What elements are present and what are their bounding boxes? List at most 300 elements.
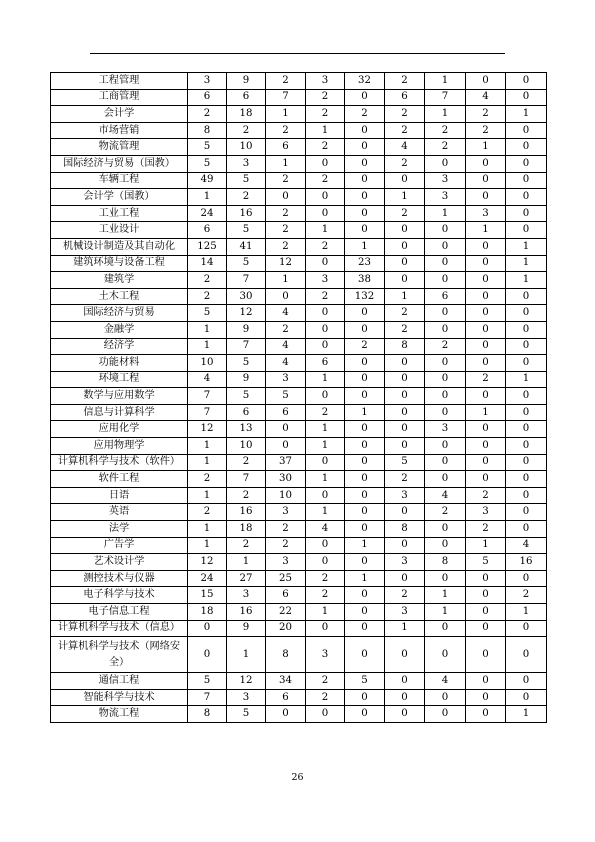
- value-cell: 1: [506, 706, 547, 723]
- value-cell: 10: [227, 139, 266, 156]
- value-cell: 2: [227, 487, 266, 504]
- table-row: [51, 73, 547, 90]
- value-cell: 1: [466, 537, 506, 554]
- major-name-cell: 工业工程: [51, 205, 188, 222]
- table-row: [51, 620, 547, 637]
- value-cell: 0: [306, 305, 345, 322]
- value-cell: 0: [425, 255, 466, 272]
- major-name-cell: 机械设计制造及其自动化: [51, 238, 188, 255]
- value-cell: 2: [188, 471, 227, 488]
- value-cell: 0: [385, 706, 425, 723]
- value-cell: 0: [385, 371, 425, 388]
- value-cell: 0: [466, 604, 506, 621]
- value-cell: 2: [306, 238, 345, 255]
- value-cell: 2: [188, 504, 227, 521]
- table-row: [51, 255, 547, 272]
- value-cell: 12: [227, 305, 266, 322]
- value-cell: 1: [466, 222, 506, 239]
- value-cell: 0: [345, 604, 385, 621]
- value-cell: 2: [266, 521, 306, 538]
- table-row: [51, 504, 547, 521]
- value-cell: 2: [306, 89, 345, 106]
- value-cell: 1: [385, 288, 425, 305]
- value-cell: 1: [306, 421, 345, 438]
- value-cell: 2: [266, 73, 306, 90]
- value-cell: 2: [227, 454, 266, 471]
- value-cell: 0: [466, 706, 506, 723]
- value-cell: 0: [506, 189, 547, 206]
- value-cell: 6: [266, 689, 306, 706]
- major-name-cell: 英语: [51, 504, 188, 521]
- value-cell: 3: [227, 155, 266, 172]
- table-body: [51, 73, 547, 723]
- table-row: [51, 454, 547, 471]
- value-cell: 3: [425, 421, 466, 438]
- value-cell: 2: [466, 371, 506, 388]
- value-cell: 0: [466, 338, 506, 355]
- value-cell: 1: [188, 338, 227, 355]
- value-cell: 1: [266, 272, 306, 289]
- value-cell: 3: [425, 172, 466, 189]
- value-cell: 2: [306, 689, 345, 706]
- major-name-cell: 智能科学与技术: [51, 689, 188, 706]
- value-cell: 0: [306, 189, 345, 206]
- value-cell: 0: [466, 673, 506, 690]
- value-cell: 1: [227, 554, 266, 571]
- value-cell: 2: [466, 487, 506, 504]
- value-cell: 0: [345, 504, 385, 521]
- value-cell: 0: [385, 172, 425, 189]
- major-name-cell: 通信工程: [51, 673, 188, 690]
- value-cell: 5: [227, 222, 266, 239]
- value-cell: 1: [266, 106, 306, 123]
- value-cell: 0: [466, 587, 506, 604]
- value-cell: 0: [466, 172, 506, 189]
- value-cell: 10: [227, 438, 266, 455]
- value-cell: 8: [188, 122, 227, 139]
- table-row: [51, 421, 547, 438]
- value-cell: 1: [345, 570, 385, 587]
- table-row: [51, 272, 547, 289]
- value-cell: 0: [425, 238, 466, 255]
- value-cell: 0: [425, 521, 466, 538]
- value-cell: 12: [227, 673, 266, 690]
- value-cell: 34: [266, 673, 306, 690]
- value-cell: 18: [227, 521, 266, 538]
- table-row: [51, 604, 547, 621]
- value-cell: 2: [385, 305, 425, 322]
- value-cell: 0: [345, 421, 385, 438]
- value-cell: 0: [425, 155, 466, 172]
- value-cell: 3: [306, 272, 345, 289]
- value-cell: 5: [266, 388, 306, 405]
- table-row: [51, 338, 547, 355]
- value-cell: 2: [306, 404, 345, 421]
- value-cell: 1: [425, 106, 466, 123]
- table-row: [51, 222, 547, 239]
- value-cell: 0: [345, 139, 385, 156]
- value-cell: 2: [385, 587, 425, 604]
- major-name-cell: 市场营销: [51, 122, 188, 139]
- value-cell: 0: [466, 321, 506, 338]
- value-cell: 2: [266, 205, 306, 222]
- value-cell: 2: [385, 122, 425, 139]
- value-cell: 0: [306, 487, 345, 504]
- value-cell: 2: [466, 106, 506, 123]
- value-cell: 3: [466, 205, 506, 222]
- value-cell: 1: [306, 604, 345, 621]
- major-name-cell: 金融学: [51, 321, 188, 338]
- value-cell: 0: [506, 222, 547, 239]
- value-cell: 0: [466, 155, 506, 172]
- major-name-cell: 功能材料: [51, 355, 188, 372]
- value-cell: 4: [466, 89, 506, 106]
- major-name-cell: 工业设计: [51, 222, 188, 239]
- value-cell: 2: [385, 205, 425, 222]
- value-cell: 0: [345, 689, 385, 706]
- value-cell: 0: [466, 454, 506, 471]
- table-row: [51, 288, 547, 305]
- value-cell: 0: [466, 471, 506, 488]
- major-name-cell: 应用物理学: [51, 438, 188, 455]
- value-cell: 0: [425, 438, 466, 455]
- value-cell: 0: [425, 689, 466, 706]
- value-cell: 0: [506, 155, 547, 172]
- value-cell: 0: [385, 255, 425, 272]
- value-cell: 0: [345, 487, 385, 504]
- value-cell: 0: [306, 706, 345, 723]
- value-cell: 0: [425, 222, 466, 239]
- value-cell: 5: [188, 155, 227, 172]
- value-cell: 6: [306, 355, 345, 372]
- value-cell: 0: [385, 388, 425, 405]
- value-cell: 2: [385, 321, 425, 338]
- value-cell: 2: [188, 288, 227, 305]
- value-cell: 0: [306, 321, 345, 338]
- table-row: [51, 371, 547, 388]
- value-cell: 8: [425, 554, 466, 571]
- value-cell: 1: [506, 255, 547, 272]
- value-cell: 0: [506, 288, 547, 305]
- value-cell: 0: [385, 421, 425, 438]
- value-cell: 0: [506, 122, 547, 139]
- major-name-cell: 电子信息工程: [51, 604, 188, 621]
- value-cell: 2: [425, 504, 466, 521]
- value-cell: 2: [385, 73, 425, 90]
- value-cell: 0: [425, 272, 466, 289]
- major-name-cell: 物流管理: [51, 139, 188, 156]
- value-cell: 4: [306, 521, 345, 538]
- value-cell: 3: [385, 604, 425, 621]
- table-row: [51, 689, 547, 706]
- value-cell: 0: [385, 355, 425, 372]
- major-name-cell: 软件工程: [51, 471, 188, 488]
- value-cell: 38: [345, 272, 385, 289]
- value-cell: 2: [345, 338, 385, 355]
- value-cell: 0: [385, 504, 425, 521]
- value-cell: 8: [385, 521, 425, 538]
- value-cell: 1: [506, 272, 547, 289]
- table-row: [51, 487, 547, 504]
- value-cell: 2: [266, 222, 306, 239]
- value-cell: 132: [345, 288, 385, 305]
- value-cell: 0: [425, 637, 466, 673]
- value-cell: 0: [345, 587, 385, 604]
- table-row: [51, 122, 547, 139]
- value-cell: 1: [227, 637, 266, 673]
- value-cell: 0: [345, 189, 385, 206]
- major-name-cell: 日语: [51, 487, 188, 504]
- major-name-cell: 车辆工程: [51, 172, 188, 189]
- value-cell: 1: [345, 238, 385, 255]
- value-cell: 0: [466, 238, 506, 255]
- value-cell: 2: [425, 338, 466, 355]
- value-cell: 5: [345, 673, 385, 690]
- table-row: [51, 637, 547, 673]
- value-cell: 2: [385, 106, 425, 123]
- value-cell: 1: [466, 404, 506, 421]
- page-number: 26: [291, 772, 304, 783]
- value-cell: 0: [345, 554, 385, 571]
- value-cell: 0: [345, 222, 385, 239]
- value-cell: 0: [345, 471, 385, 488]
- major-name-cell: 国际经济与贸易: [51, 305, 188, 322]
- value-cell: 16: [227, 604, 266, 621]
- value-cell: 2: [306, 587, 345, 604]
- major-name-cell: 建筑学: [51, 272, 188, 289]
- value-cell: 0: [506, 139, 547, 156]
- statistics-table: [50, 72, 547, 723]
- value-cell: 0: [466, 438, 506, 455]
- value-cell: 18: [188, 604, 227, 621]
- major-name-cell: 法学: [51, 521, 188, 538]
- value-cell: 7: [188, 388, 227, 405]
- value-cell: 2: [266, 172, 306, 189]
- value-cell: 0: [385, 238, 425, 255]
- value-cell: 2: [266, 122, 306, 139]
- value-cell: 2: [266, 238, 306, 255]
- table-row: [51, 706, 547, 723]
- value-cell: 2: [506, 587, 547, 604]
- value-cell: 6: [227, 89, 266, 106]
- value-cell: 3: [266, 371, 306, 388]
- value-cell: 0: [506, 388, 547, 405]
- major-name-cell: 国际经济与贸易（国教）: [51, 155, 188, 172]
- table-row: [51, 106, 547, 123]
- table-row: [51, 205, 547, 222]
- value-cell: 0: [506, 487, 547, 504]
- value-cell: 0: [506, 305, 547, 322]
- value-cell: 1: [188, 521, 227, 538]
- major-name-cell: 建筑环境与设备工程: [51, 255, 188, 272]
- value-cell: 12: [188, 554, 227, 571]
- value-cell: 0: [466, 421, 506, 438]
- value-cell: 0: [425, 404, 466, 421]
- value-cell: 0: [425, 305, 466, 322]
- value-cell: 3: [385, 554, 425, 571]
- value-cell: 7: [227, 272, 266, 289]
- value-cell: 0: [506, 404, 547, 421]
- major-name-cell: 工程管理: [51, 73, 188, 90]
- value-cell: 20: [266, 620, 306, 637]
- value-cell: 2: [306, 106, 345, 123]
- value-cell: 13: [227, 421, 266, 438]
- value-cell: 4: [385, 139, 425, 156]
- value-cell: 1: [506, 238, 547, 255]
- value-cell: 10: [188, 355, 227, 372]
- value-cell: 3: [227, 587, 266, 604]
- value-cell: 1: [188, 438, 227, 455]
- table-row: [51, 355, 547, 372]
- value-cell: 1: [306, 471, 345, 488]
- value-cell: 5: [188, 139, 227, 156]
- major-name-cell: 计算机科学与技术（信息）: [51, 620, 188, 637]
- value-cell: 0: [425, 321, 466, 338]
- value-cell: 2: [385, 471, 425, 488]
- value-cell: 0: [345, 155, 385, 172]
- value-cell: 1: [425, 205, 466, 222]
- value-cell: 0: [188, 637, 227, 673]
- value-cell: 1: [306, 504, 345, 521]
- value-cell: 0: [345, 521, 385, 538]
- value-cell: 0: [425, 620, 466, 637]
- value-cell: 0: [506, 471, 547, 488]
- value-cell: 0: [266, 438, 306, 455]
- value-cell: 2: [306, 673, 345, 690]
- value-cell: 2: [306, 288, 345, 305]
- table-row: [51, 537, 547, 554]
- value-cell: 1: [188, 537, 227, 554]
- table-row: [51, 404, 547, 421]
- value-cell: 0: [345, 172, 385, 189]
- value-cell: 5: [227, 388, 266, 405]
- major-name-cell: 信息与计算科学: [51, 404, 188, 421]
- value-cell: 9: [227, 371, 266, 388]
- major-name-cell: 会计学: [51, 106, 188, 123]
- value-cell: 16: [227, 205, 266, 222]
- value-cell: 32: [345, 73, 385, 90]
- value-cell: 1: [306, 222, 345, 239]
- value-cell: 0: [345, 637, 385, 673]
- value-cell: 6: [188, 89, 227, 106]
- value-cell: 0: [345, 305, 385, 322]
- table-row: [51, 155, 547, 172]
- value-cell: 6: [425, 288, 466, 305]
- value-cell: 49: [188, 172, 227, 189]
- value-cell: 0: [385, 637, 425, 673]
- value-cell: 1: [345, 537, 385, 554]
- value-cell: 25: [266, 570, 306, 587]
- value-cell: 0: [385, 570, 425, 587]
- value-cell: 0: [506, 570, 547, 587]
- value-cell: 0: [506, 89, 547, 106]
- value-cell: 2: [266, 537, 306, 554]
- value-cell: 1: [306, 438, 345, 455]
- value-cell: 10: [266, 487, 306, 504]
- table-row: [51, 554, 547, 571]
- value-cell: 3: [466, 504, 506, 521]
- value-cell: 9: [227, 620, 266, 637]
- value-cell: 23: [345, 255, 385, 272]
- value-cell: 3: [425, 189, 466, 206]
- value-cell: 30: [266, 471, 306, 488]
- value-cell: 4: [425, 487, 466, 504]
- value-cell: 4: [188, 371, 227, 388]
- value-cell: 0: [345, 371, 385, 388]
- value-cell: 9: [227, 321, 266, 338]
- value-cell: 0: [466, 689, 506, 706]
- value-cell: 0: [506, 73, 547, 90]
- value-cell: 0: [385, 689, 425, 706]
- value-cell: 9: [227, 73, 266, 90]
- value-cell: 5: [227, 172, 266, 189]
- table-row: [51, 521, 547, 538]
- value-cell: 1: [385, 189, 425, 206]
- value-cell: 0: [466, 570, 506, 587]
- value-cell: 2: [306, 570, 345, 587]
- table-row: [51, 305, 547, 322]
- value-cell: 1: [306, 371, 345, 388]
- value-cell: 2: [425, 139, 466, 156]
- value-cell: 0: [266, 421, 306, 438]
- major-name-cell: 物流工程: [51, 706, 188, 723]
- value-cell: 3: [306, 637, 345, 673]
- value-cell: 0: [345, 706, 385, 723]
- table-row: [51, 570, 547, 587]
- major-name-cell: 环境工程: [51, 371, 188, 388]
- value-cell: 3: [227, 689, 266, 706]
- value-cell: 2: [466, 122, 506, 139]
- value-cell: 1: [506, 106, 547, 123]
- table-row: [51, 89, 547, 106]
- value-cell: 0: [345, 355, 385, 372]
- value-cell: 1: [188, 189, 227, 206]
- value-cell: 1: [266, 155, 306, 172]
- value-cell: 7: [227, 471, 266, 488]
- value-cell: 4: [266, 355, 306, 372]
- value-cell: 0: [306, 388, 345, 405]
- table-row: [51, 471, 547, 488]
- value-cell: 24: [188, 570, 227, 587]
- value-cell: 0: [506, 689, 547, 706]
- table-row: [51, 139, 547, 156]
- value-cell: 5: [188, 673, 227, 690]
- value-cell: 2: [188, 106, 227, 123]
- value-cell: 5: [466, 554, 506, 571]
- value-cell: 7: [425, 89, 466, 106]
- value-cell: 15: [188, 587, 227, 604]
- value-cell: 1: [385, 620, 425, 637]
- major-name-cell: 电子科学与技术: [51, 587, 188, 604]
- value-cell: 0: [385, 404, 425, 421]
- value-cell: 2: [188, 272, 227, 289]
- value-cell: 0: [345, 454, 385, 471]
- value-cell: 22: [266, 604, 306, 621]
- value-cell: 125: [188, 238, 227, 255]
- value-cell: 3: [188, 73, 227, 90]
- value-cell: 0: [506, 205, 547, 222]
- value-cell: 5: [188, 305, 227, 322]
- value-cell: 5: [227, 706, 266, 723]
- value-cell: 0: [466, 272, 506, 289]
- value-cell: 4: [506, 537, 547, 554]
- value-cell: 6: [266, 404, 306, 421]
- value-cell: 18: [227, 106, 266, 123]
- value-cell: 0: [345, 321, 385, 338]
- value-cell: 7: [188, 689, 227, 706]
- value-cell: 8: [385, 338, 425, 355]
- value-cell: 0: [466, 355, 506, 372]
